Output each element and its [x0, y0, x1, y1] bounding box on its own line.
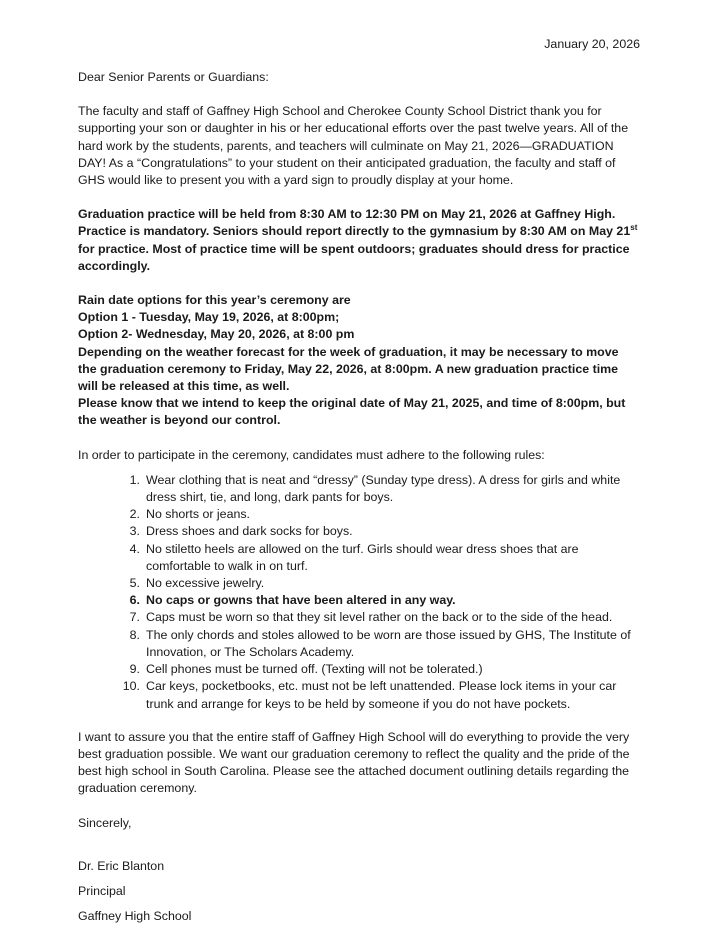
rule-item [78, 627, 640, 661]
spacer [78, 464, 640, 472]
signer-title: Principal [78, 883, 126, 898]
rule-number: 3. [129, 524, 140, 539]
spacer [78, 189, 640, 206]
rule-number: 10. [122, 679, 140, 694]
practice-text-part1: Graduation practice will be held from 8:30 AM to 12:30 PM on May 21, 2026 at Gaffney High. Practice is mandatory. Seniors should report directly to the gymnasium by 8:30 AM on May 21 [78, 207, 631, 239]
rule-number: 2. [129, 507, 140, 522]
rule-text: No caps or gowns that have been altered in any way. [146, 593, 456, 608]
rule-text: The only chords and stoles allowed to be worn are those issued by GHS, The Institute of Innovation, or The Scholars Academy. [146, 627, 631, 659]
rule-item [78, 609, 640, 626]
intro-paragraph: The faculty and staff of Gaffney High School and Cherokee County School District thank you for supporting your son or daughter in his or her educational efforts over the past twelve years. All of the hard work by the students, parents, and teachers will culminate on May 21, 2026—GRADUATION DAY! As a “Congratulations” to your student on their anticipated graduation, the faculty and staff of GHS would like to present you with a yard sign to proudly display at your home. [78, 104, 629, 188]
rule-item [78, 592, 640, 609]
signer-organization: Gaffney High School [78, 909, 192, 924]
rule-number: 5. [129, 576, 140, 591]
ordinal-suffix: st [630, 223, 638, 233]
rain-date-option-1: Option 1 - Tuesday, May 19, 2026, at 8:00pm; [78, 310, 340, 325]
spacer [78, 713, 640, 729]
signer-name: Dr. Eric Blanton [78, 858, 165, 873]
rule-text: Car keys, pocketbooks, etc. must not be left unattended. Please lock items in your car trunk and arrange for keys to be held by someone if you do not have pockets. [146, 679, 617, 711]
rule-text: No shorts or jeans. [146, 507, 250, 522]
rule-text: Wear clothing that is neat and “dressy” (Sunday type dress). A dress for girls and white dress shirt, tie, and long, dark pants for boys. [146, 472, 621, 505]
rain-date-option-2: Option 2- Wednesday, May 20, 2026, at 8:00 pm [78, 327, 355, 342]
rule-item [78, 541, 640, 575]
rule-number: 4. [129, 541, 140, 556]
rules-list [78, 472, 640, 713]
weather-paragraph: Depending on the weather forecast for the week of graduation, it may be necessary to move the graduation ceremony to Friday, May 22, 2026, at 8:00pm. A new graduation practice time will be released at this time, as well. [78, 344, 619, 394]
rule-number: 8. [129, 627, 140, 642]
letter-body [78, 0, 640, 925]
salutation: Dear Senior Parents or Guardians: [78, 70, 269, 84]
rule-text: Cell phones must be turned off. (Texting will not be tolerated.) [146, 662, 483, 677]
signature-block [78, 858, 640, 925]
rule-number: 1. [129, 472, 140, 487]
spacer [78, 86, 640, 103]
rule-number: 9. [129, 662, 140, 677]
spacer [78, 798, 640, 815]
rule-text: No stiletto heels are allowed on the turf. Girls should wear dress shoes that are comfortable to walk in on turf. [146, 541, 579, 573]
rule-text: Dress shoes and dark socks for boys. [146, 524, 353, 539]
practice-text-part2: for practice. Most of practice time will be spent outdoors; graduates should dress for practice accordingly. [78, 241, 630, 273]
rule-number: 6. [129, 593, 140, 608]
spacer [78, 53, 640, 69]
rule-item [78, 506, 640, 523]
spacer [78, 900, 640, 908]
original-date-paragraph: Please know that we intend to keep the original date of May 21, 2025, and time of 8:00pm, but the weather is beyond our control. [78, 396, 626, 428]
rule-item [78, 472, 640, 506]
rule-item [78, 575, 640, 592]
rule-item [78, 523, 640, 540]
rule-item [78, 678, 640, 712]
rule-text: Caps must be worn so that they sit level rather on the back or to the side of the head. [146, 610, 613, 625]
closing-paragraph: I want to assure you that the entire staff of Gaffney High School will do everything to provide the very best graduation possible. We want our graduation ceremony to reflect the quality and the pride of the best high school in South Carolina. Please see the attached document outlining details regarding the graduation ceremony. [78, 729, 630, 796]
spacer [78, 875, 640, 883]
spacer [78, 430, 640, 447]
letter-date: January 20, 2026 [544, 37, 640, 51]
rain-date-intro: Rain date options for this year’s ceremony are [78, 293, 351, 308]
closing-salutation: Sincerely, [78, 815, 132, 830]
practice-paragraph [78, 206, 640, 275]
rule-text: No excessive jewelry. [146, 576, 265, 591]
rules-intro: In order to participate in the ceremony, candidates must adhere to the following rules: [78, 447, 545, 462]
signature-space [78, 832, 640, 858]
rule-item [78, 661, 640, 678]
spacer [78, 275, 640, 292]
rule-number: 7. [129, 610, 140, 625]
